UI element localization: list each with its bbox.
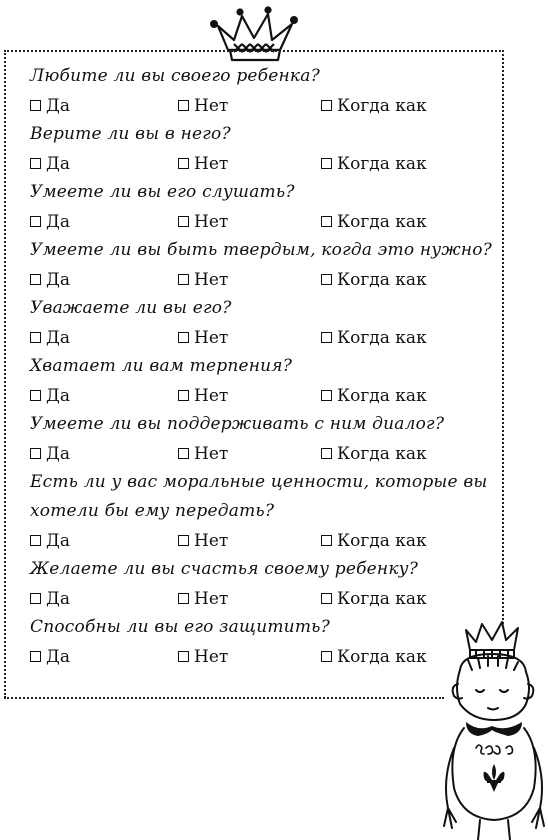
answer-options	[30, 584, 496, 613]
checkbox-yes[interactable]	[30, 647, 178, 667]
option-label-no: Нет	[194, 95, 229, 116]
questionnaire	[30, 62, 496, 671]
question-text: Желаете ли вы счастья своему ребенку?	[30, 559, 419, 579]
question-block	[30, 352, 496, 410]
checkbox-sometimes[interactable]	[321, 444, 461, 464]
checkbox-icon[interactable]	[178, 216, 189, 227]
checkbox-no[interactable]	[178, 212, 321, 232]
answer-options	[30, 323, 496, 352]
checkbox-sometimes[interactable]	[321, 531, 461, 551]
option-label-yes: Да	[46, 95, 70, 116]
checkbox-yes[interactable]	[30, 589, 178, 609]
checkbox-sometimes[interactable]	[321, 212, 461, 232]
option-label-no: Нет	[194, 153, 229, 174]
option-label-sometimes: Когда как	[337, 385, 427, 406]
checkbox-icon[interactable]	[30, 651, 41, 662]
option-label-no: Нет	[194, 443, 229, 464]
answer-options	[30, 439, 496, 468]
checkbox-yes[interactable]	[30, 444, 178, 464]
checkbox-icon[interactable]	[321, 651, 332, 662]
question-text: Уважаете ли вы его?	[30, 298, 232, 318]
checkbox-icon[interactable]	[30, 535, 41, 546]
checkbox-no[interactable]	[178, 386, 321, 406]
checkbox-yes[interactable]	[30, 212, 178, 232]
answer-options	[30, 526, 496, 555]
checkbox-sometimes[interactable]	[321, 270, 461, 290]
checkbox-icon[interactable]	[30, 274, 41, 285]
checkbox-icon[interactable]	[321, 332, 332, 343]
dotted-frame-right	[502, 50, 504, 640]
option-label-no: Нет	[194, 646, 229, 667]
option-label-yes: Да	[46, 211, 70, 232]
checkbox-icon[interactable]	[321, 593, 332, 604]
checkbox-no[interactable]	[178, 647, 321, 667]
option-label-sometimes: Когда как	[337, 530, 427, 551]
checkbox-no[interactable]	[178, 531, 321, 551]
checkbox-icon[interactable]	[178, 535, 189, 546]
checkbox-icon[interactable]	[178, 100, 189, 111]
question-block	[30, 468, 496, 555]
checkbox-yes[interactable]	[30, 270, 178, 290]
checkbox-icon[interactable]	[178, 651, 189, 662]
checkbox-yes[interactable]	[30, 96, 178, 116]
checkbox-icon[interactable]	[178, 390, 189, 401]
answer-options	[30, 265, 496, 294]
question-block	[30, 555, 496, 613]
checkbox-icon[interactable]	[178, 593, 189, 604]
checkbox-sometimes[interactable]	[321, 589, 461, 609]
checkbox-icon[interactable]	[321, 448, 332, 459]
checkbox-icon[interactable]	[178, 448, 189, 459]
checkbox-icon[interactable]	[30, 158, 41, 169]
checkbox-icon[interactable]	[321, 216, 332, 227]
option-label-yes: Да	[46, 385, 70, 406]
option-label-yes: Да	[46, 269, 70, 290]
option-label-sometimes: Когда как	[337, 269, 427, 290]
option-label-sometimes: Когда как	[337, 153, 427, 174]
option-label-yes: Да	[46, 588, 70, 609]
question-text: Верите ли вы в него?	[30, 124, 231, 144]
option-label-no: Нет	[194, 327, 229, 348]
option-label-yes: Да	[46, 327, 70, 348]
checkbox-icon[interactable]	[30, 332, 41, 343]
question-text: Умеете ли вы поддерживать с ним диалог?	[30, 414, 445, 434]
checkbox-icon[interactable]	[30, 100, 41, 111]
answer-options	[30, 207, 496, 236]
question-text: Умеете ли вы его слушать?	[30, 182, 295, 202]
option-label-sometimes: Когда как	[337, 646, 427, 667]
checkbox-icon[interactable]	[30, 448, 41, 459]
checkbox-no[interactable]	[178, 589, 321, 609]
option-label-no: Нет	[194, 385, 229, 406]
checkbox-icon[interactable]	[178, 274, 189, 285]
checkbox-icon[interactable]	[30, 390, 41, 401]
option-label-yes: Да	[46, 153, 70, 174]
question-block	[30, 410, 496, 468]
option-label-sometimes: Когда как	[337, 443, 427, 464]
checkbox-icon[interactable]	[321, 390, 332, 401]
option-label-yes: Да	[46, 646, 70, 667]
checkbox-icon[interactable]	[30, 593, 41, 604]
checkbox-icon[interactable]	[321, 535, 332, 546]
question-text: Умеете ли вы быть твердым, когда это нужно?	[30, 240, 492, 260]
checkbox-icon[interactable]	[321, 158, 332, 169]
option-label-sometimes: Когда как	[337, 327, 427, 348]
option-label-sometimes: Когда как	[337, 95, 427, 116]
answer-options	[30, 91, 496, 120]
checkbox-no[interactable]	[178, 328, 321, 348]
option-label-sometimes: Когда как	[337, 211, 427, 232]
dotted-frame-bottom	[4, 697, 444, 699]
checkbox-no[interactable]	[178, 270, 321, 290]
question-text: Любите ли вы своего ребенка?	[30, 66, 320, 86]
question-block	[30, 236, 496, 294]
option-label-no: Нет	[194, 211, 229, 232]
checkbox-sometimes[interactable]	[321, 96, 461, 116]
question-text: Есть ли у вас моральные ценности, которые вы хотели бы ему передать?	[30, 472, 488, 521]
option-label-no: Нет	[194, 530, 229, 551]
question-block	[30, 62, 496, 120]
child-king-icon	[438, 608, 548, 840]
option-label-no: Нет	[194, 269, 229, 290]
checkbox-no[interactable]	[178, 96, 321, 116]
checkbox-yes[interactable]	[30, 154, 178, 174]
question-block	[30, 613, 496, 671]
answer-options	[30, 149, 496, 178]
option-label-sometimes: Когда как	[337, 588, 427, 609]
checkbox-yes[interactable]	[30, 386, 178, 406]
question-block	[30, 294, 496, 352]
option-label-yes: Да	[46, 530, 70, 551]
question-text: Хватает ли вам терпения?	[30, 356, 293, 376]
checkbox-sometimes[interactable]	[321, 386, 461, 406]
checkbox-icon[interactable]	[178, 332, 189, 343]
checkbox-yes[interactable]	[30, 531, 178, 551]
answer-options	[30, 381, 496, 410]
checkbox-no[interactable]	[178, 444, 321, 464]
checkbox-yes[interactable]	[30, 328, 178, 348]
question-block	[30, 120, 496, 178]
checkbox-icon[interactable]	[321, 274, 332, 285]
question-text: Способны ли вы его защитить?	[30, 617, 330, 637]
answer-options	[30, 642, 496, 671]
option-label-no: Нет	[194, 588, 229, 609]
checkbox-sometimes[interactable]	[321, 154, 461, 174]
checkbox-no[interactable]	[178, 154, 321, 174]
option-label-yes: Да	[46, 443, 70, 464]
checkbox-icon[interactable]	[30, 216, 41, 227]
checkbox-icon[interactable]	[321, 100, 332, 111]
checkbox-icon[interactable]	[178, 158, 189, 169]
question-block	[30, 178, 496, 236]
checkbox-sometimes[interactable]	[321, 328, 461, 348]
